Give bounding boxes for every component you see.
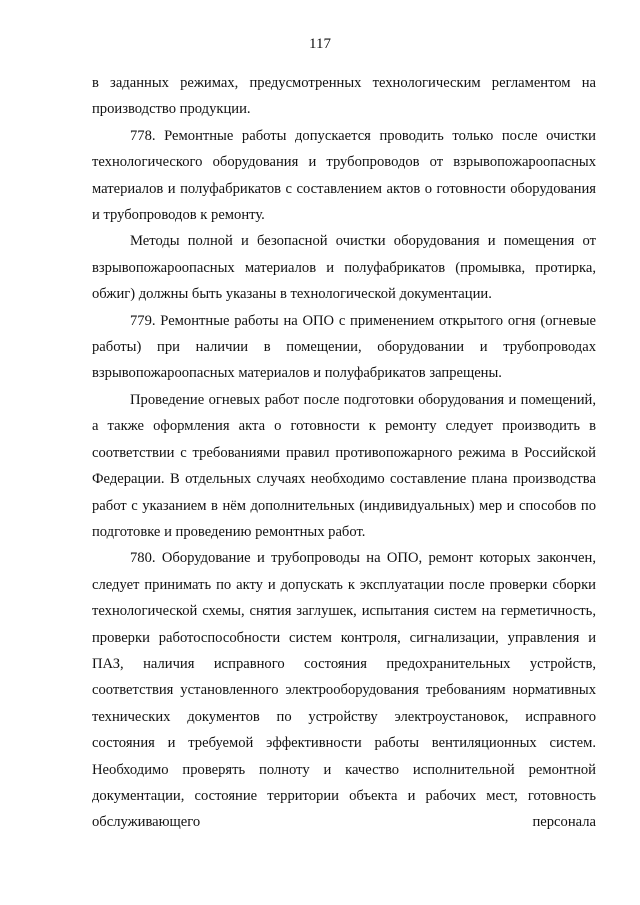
paragraph-779: 779. Ремонтные работы на ОПО с применением открытого огня (огневые работы) при наличии в помещении, оборудовании и трубопроводах взрывопожароопасных материалов и полуфабрикатов запрещены.: [92, 312, 596, 382]
paragraph-cleaning-methods: Методы полной и безопасной очистки оборудования и помещения от взрывопожароопасных материалов и полуфабрикатов (промывка, протирка, обжиг) должны быть указаны в технологической документации.: [92, 233, 596, 303]
paragraph-continuation: в заданных режимах, предусмотренных технологическим регламентом на производство продукции.: [92, 75, 596, 118]
paragraph-780: 780. Оборудование и трубопроводы на ОПО, ремонт которых закончен, следует принимать по акту и допускать к эксплуатации после проверки сборки технологической схемы, снятия заглушек, испытания систем на герметичность, проверки работоспособности систем контроля, сигнализации, управления и ПАЗ, наличия исправного состояния предохранительных устройств, соответствия установленного электрооборудования требованиям нормативных технических документов по устройству электроустановок, исправного состояния и требуемой эффективности работы вентиляционных систем. Необходимо проверять полноту и качество исполнительной ремонтной документации, состояние территории объекта и рабочих мест, готовность обслуживающего персонала: [92, 550, 596, 831]
page-number: 117: [309, 36, 331, 52]
paragraph-hot-work: Проведение огневых работ после подготовки оборудования и помещений, а также оформления акта о готовности к ремонту следует производить в соответствии с требованиями правил противопожарного режима в Российской Федерации. В отдельных случаях необходимо составление плана производства работ с указанием в нём дополнительных (индивидуальных) мер и способов по подготовке и проведению ремонтных работ.: [92, 391, 596, 540]
paragraph-778: 778. Ремонтные работы допускается проводить только после очистки технологического оборудования и трубопроводов от взрывопожароопасных материалов и полуфабрикатов с составлением актов о готовности оборудования и трубопроводов к ремонту.: [92, 127, 596, 224]
document-body: [92, 70, 596, 836]
